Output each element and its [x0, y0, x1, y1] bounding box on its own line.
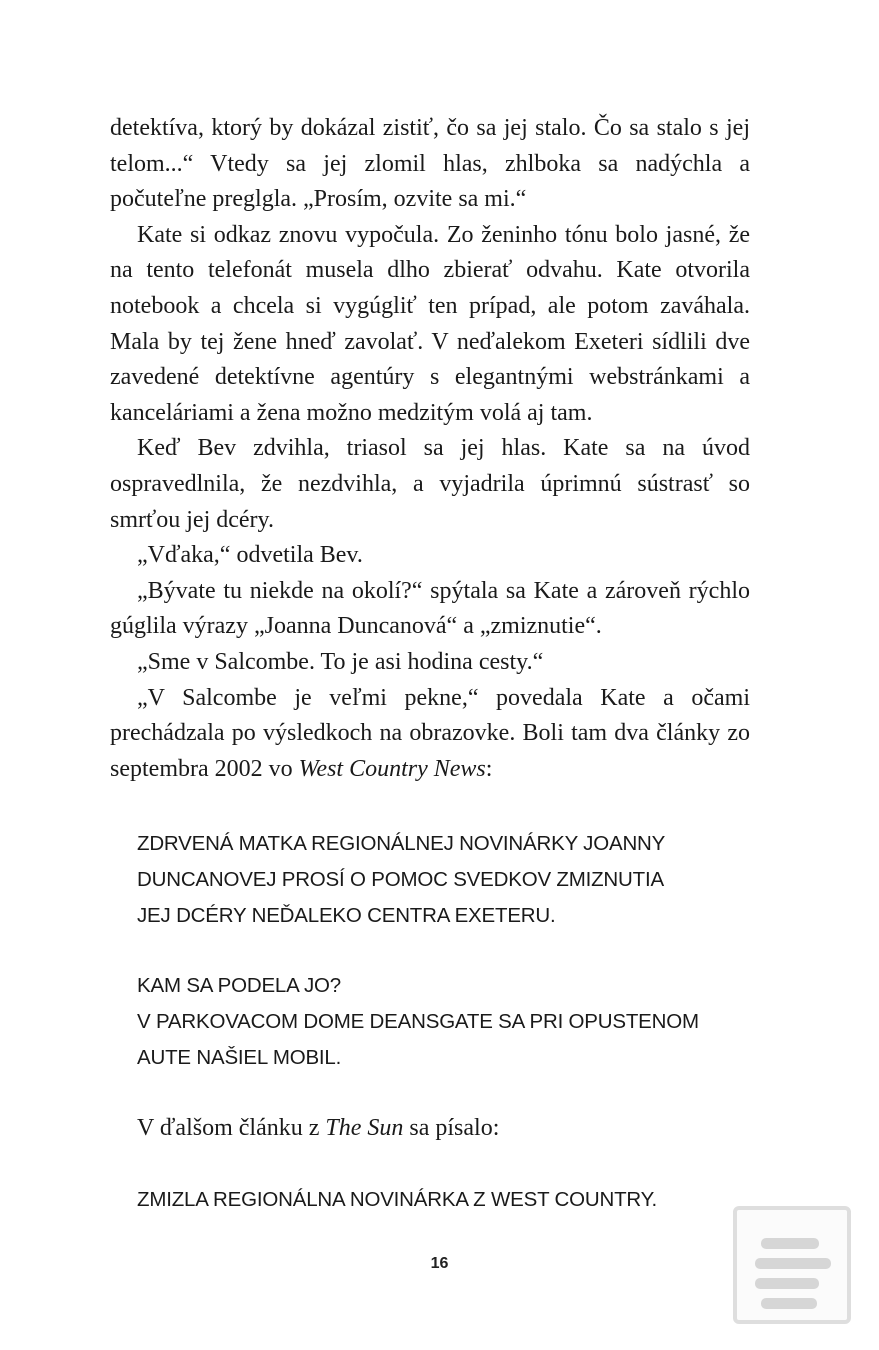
headline-line: DUNCANOVEJ PROSÍ O POMOC SVEDKOV ZMIZNUTIA — [137, 868, 664, 891]
paragraph-tail: : — [485, 755, 493, 782]
headline-line: AUTE NAŠIEL MOBIL. — [137, 1046, 342, 1069]
headline-block — [137, 1182, 757, 1218]
headline-block — [137, 826, 757, 934]
preview-line — [755, 1278, 819, 1289]
page-number: 16 — [430, 1255, 449, 1272]
document-preview-icon[interactable] — [733, 1206, 851, 1324]
body-text — [110, 111, 750, 787]
preview-line — [755, 1258, 831, 1269]
paragraph: „Sme v Salcombe. To je asi hodina cesty.“ — [137, 648, 544, 675]
newspaper-title: The Sun — [325, 1115, 404, 1141]
intro-tail: sa písalo: — [403, 1115, 500, 1141]
paragraph: „Bývate tu niekde na okolí?“ spýtala sa Kate a zároveň rýchlo gúglila výrazy „Joanna Duncanová“ a „zmiznutie“. — [110, 577, 750, 640]
paragraph: detektíva, ktorý by dokázal zistiť, čo sa jej stalo. Čo sa stalo s jej telom...“ Vtedy sa jej zlomil hlas, zhlboka sa nadýchla a počuteľne preglgla. „Prosím, ozvite sa mi.“ — [110, 115, 750, 213]
newspaper-title: West Country News — [298, 755, 486, 782]
article-intro — [137, 1110, 499, 1146]
headline-block — [137, 968, 757, 1076]
headline-line: ZMIZLA REGIONÁLNA NOVINÁRKA Z WEST COUNTRY. — [137, 1188, 657, 1211]
headline-line: ZDRVENÁ MATKA REGIONÁLNEJ NOVINÁRKY JOANNY — [137, 832, 666, 855]
intro-text: V ďalšom článku z — [137, 1115, 326, 1141]
headline-line: KAM SA PODELA JO? — [137, 974, 341, 997]
paragraph: Kate si odkaz znovu vypočula. Zo ženinho tónu bolo jasné, že na tento telefonát musela dlho zbierať odvahu. Kate otvorila notebook a chcela si vygúgliť ten prípad, ale potom zaváhala. Mala by tej žene hneď zavolať. V neďalekom Exeteri sídlili dve zavedené detektívne agentúry s elegantnými webstránkami a kanceláriami a žena možno medzitým volá aj tam. — [110, 221, 750, 426]
paragraph: „Vďaka,“ odvetila Bev. — [137, 542, 363, 569]
headline-line: V PARKOVACOM DOME DEANSGATE SA PRI OPUSTENOM — [137, 1010, 699, 1033]
preview-line — [761, 1298, 817, 1309]
headline-line: JEJ DCÉRY NEĎALEKO CENTRA EXETERU. — [137, 904, 556, 927]
paragraph-text: „V Salcombe je veľmi pekne,“ povedala Kate a očami prechádzala po výsledkoch na obrazovke. Boli tam dva články zo septembra 2002 vo — [110, 684, 750, 782]
preview-line — [761, 1238, 819, 1249]
paragraph — [110, 681, 750, 788]
paragraph: Keď Bev zdvihla, triasol sa jej hlas. Kate sa na úvod ospravedlnila, že nezdvihla, a vyjadrila úprimnú sústrasť so smrťou jej dcéry. — [110, 435, 750, 533]
